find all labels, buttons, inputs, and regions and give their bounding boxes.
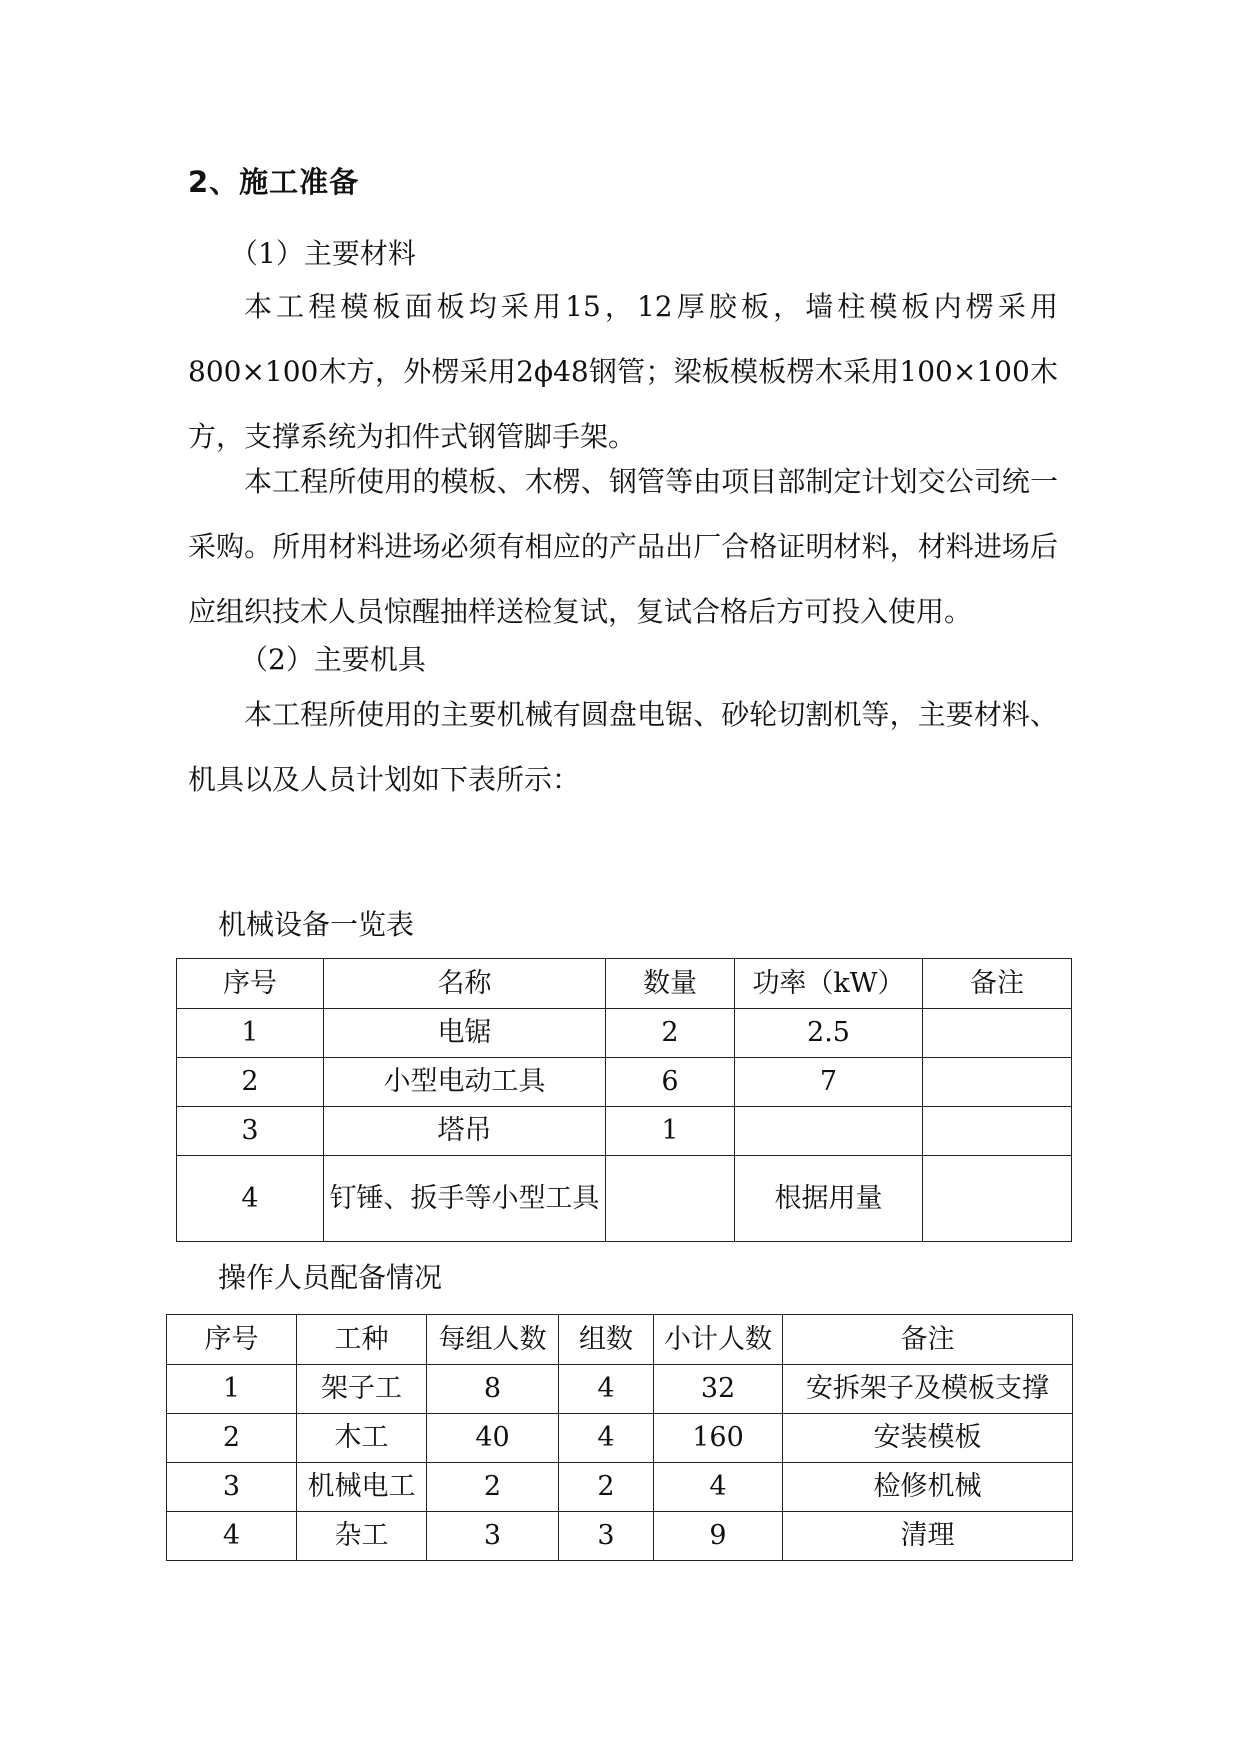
table-cell: 4 — [177, 1156, 324, 1242]
machinery-subheading: （2）主要机具 — [240, 643, 426, 676]
table-cell: 8 — [427, 1365, 559, 1414]
table-cell: 检修机械 — [783, 1463, 1073, 1512]
header-cell: 备注 — [783, 1315, 1073, 1365]
header-cell: 功率（kW） — [735, 959, 923, 1009]
materials-paragraph-2: 本工程所使用的模板、木楞、钢管等由项目部制定计划交公司统一采购。所用材料进场必须有相应的产品出厂合格证明材料，材料进场后应组织技术人员惊醒抽样送检复试，复试合格后方可投入使用。 — [188, 465, 1058, 628]
table-cell: 3 — [167, 1463, 297, 1512]
header-cell: 名称 — [324, 959, 606, 1009]
table-cell — [735, 1107, 923, 1156]
header-cell: 数量 — [606, 959, 735, 1009]
table-cell: 钉锤、扳手等小型工具 — [324, 1156, 606, 1242]
equipment-table — [176, 958, 1072, 1242]
table-cell: 160 — [654, 1414, 783, 1463]
header-cell: 序号 — [167, 1315, 297, 1365]
table-cell: 机械电工 — [297, 1463, 427, 1512]
table-cell: 2 — [606, 1009, 735, 1058]
materials-paragraph-1: 本工程模板面板均采用15，12厚胶板，墙柱模板内楞采用800×100木方，外楞采用2ϕ48钢管；梁板模板楞木采用100×100木方，支撑系统为扣件式钢管脚手架。 — [188, 290, 1058, 453]
table-cell: 4 — [167, 1512, 297, 1561]
table-cell — [606, 1156, 735, 1242]
table-cell: 电锯 — [324, 1009, 606, 1058]
staff-table-header-row — [167, 1315, 1073, 1365]
table-row — [177, 1058, 1072, 1107]
equipment-table-caption: 机械设备一览表 — [218, 908, 415, 941]
table-cell: 清理 — [783, 1512, 1073, 1561]
table-row — [167, 1365, 1073, 1414]
table-row — [167, 1512, 1073, 1561]
table-row — [177, 1009, 1072, 1058]
table-cell: 2 — [559, 1463, 654, 1512]
table-cell: 2 — [427, 1463, 559, 1512]
staff-table-caption: 操作人员配备情况 — [218, 1261, 443, 1294]
table-cell — [923, 1058, 1072, 1107]
table-cell — [923, 1107, 1072, 1156]
header-cell: 每组人数 — [427, 1315, 559, 1365]
table-row — [167, 1414, 1073, 1463]
section-heading: 2、施工准备 — [188, 165, 360, 199]
table-cell: 2.5 — [735, 1009, 923, 1058]
table-cell — [923, 1156, 1072, 1242]
table-cell: 3 — [177, 1107, 324, 1156]
header-cell: 小计人数 — [654, 1315, 783, 1365]
header-cell: 序号 — [177, 959, 324, 1009]
table-cell: 40 — [427, 1414, 559, 1463]
table-cell: 小型电动工具 — [324, 1058, 606, 1107]
table-cell: 木工 — [297, 1414, 427, 1463]
table-cell: 7 — [735, 1058, 923, 1107]
table-cell: 3 — [427, 1512, 559, 1561]
table-cell: 塔吊 — [324, 1107, 606, 1156]
table-row — [167, 1463, 1073, 1512]
table-cell — [923, 1009, 1072, 1058]
table-cell: 安装模板 — [783, 1414, 1073, 1463]
table-cell: 1 — [177, 1009, 324, 1058]
table-cell: 32 — [654, 1365, 783, 1414]
equipment-table-header-row — [177, 959, 1072, 1009]
staff-table — [166, 1314, 1073, 1561]
table-cell: 3 — [559, 1512, 654, 1561]
table-cell: 6 — [606, 1058, 735, 1107]
table-cell: 4 — [559, 1365, 654, 1414]
machinery-paragraph: 本工程所使用的主要机械有圆盘电锯、砂轮切割机等，主要材料、机具以及人员计划如下表所示： — [188, 698, 1058, 796]
table-row — [177, 1107, 1072, 1156]
header-cell: 备注 — [923, 959, 1072, 1009]
table-cell: 4 — [559, 1414, 654, 1463]
table-cell: 1 — [167, 1365, 297, 1414]
table-cell: 安拆架子及模板支撑 — [783, 1365, 1073, 1414]
table-row — [177, 1156, 1072, 1242]
table-cell: 根据用量 — [735, 1156, 923, 1242]
materials-subheading: （1）主要材料 — [230, 237, 416, 270]
table-cell: 9 — [654, 1512, 783, 1561]
table-cell: 2 — [167, 1414, 297, 1463]
header-cell: 组数 — [559, 1315, 654, 1365]
table-cell: 杂工 — [297, 1512, 427, 1561]
header-cell: 工种 — [297, 1315, 427, 1365]
table-cell: 架子工 — [297, 1365, 427, 1414]
table-cell: 2 — [177, 1058, 324, 1107]
table-cell: 1 — [606, 1107, 735, 1156]
table-cell: 4 — [654, 1463, 783, 1512]
